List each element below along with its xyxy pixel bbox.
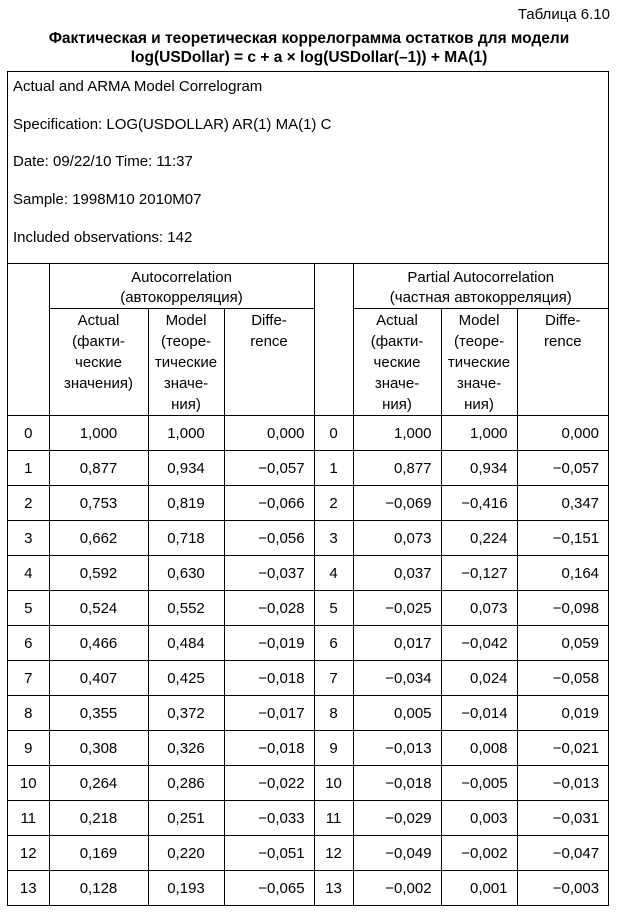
table-row [8, 836, 608, 871]
pacf-diff-cell: −0,057 [517, 451, 608, 486]
lag-cell: 4 [8, 556, 49, 591]
acf-model-cell: 0,326 [148, 731, 224, 766]
info-block [8, 72, 608, 264]
pacf-diff-cell: −0,151 [517, 521, 608, 556]
acf-actual-cell: 0,592 [49, 556, 148, 591]
lag2-cell: 0 [314, 416, 353, 451]
pacf-actual-cell: −0,034 [353, 661, 441, 696]
acf-diff-cell: −0,057 [224, 451, 314, 486]
lag-header-cell-lower [8, 309, 49, 416]
acf-diff-cell: −0,037 [224, 556, 314, 591]
acf-model-cell: 0,372 [148, 696, 224, 731]
acf-model-header: Model (теоре- тические значе- ния) [148, 309, 224, 416]
correlogram-table [8, 264, 608, 905]
table-row [8, 416, 608, 451]
lag2-cell: 3 [314, 521, 353, 556]
acf-diff-cell: −0,028 [224, 591, 314, 626]
pacf-model-cell: −0,127 [441, 556, 517, 591]
pacf-model-cell: −0,005 [441, 766, 517, 801]
lag-cell: 5 [8, 591, 49, 626]
acf-actual-cell: 0,218 [49, 801, 148, 836]
pacf-model-cell: 1,000 [441, 416, 517, 451]
acf-model-cell: 0,819 [148, 486, 224, 521]
acf-model-cell: 0,484 [148, 626, 224, 661]
pacf-actual-cell: −0,069 [353, 486, 441, 521]
pacf-model-cell: 0,024 [441, 661, 517, 696]
pacf-diff-cell: 0,019 [517, 696, 608, 731]
acf-group-header: Autocorrelation (автокорреляция) [49, 264, 314, 309]
pacf-model-header: Model (теоре- тические значе- ния) [441, 309, 517, 416]
acf-model-cell: 0,286 [148, 766, 224, 801]
lag2-cell: 10 [314, 766, 353, 801]
pacf-diff-cell: 0,347 [517, 486, 608, 521]
pacf-model-cell: 0,224 [441, 521, 517, 556]
pacf-actual-cell: 0,877 [353, 451, 441, 486]
acf-actual-cell: 1,000 [49, 416, 148, 451]
pacf-model-cell: −0,042 [441, 626, 517, 661]
pacf-diff-cell: −0,003 [517, 871, 608, 906]
acf-actual-cell: 0,355 [49, 696, 148, 731]
pacf-actual-cell: −0,025 [353, 591, 441, 626]
title-line-1: Фактическая и теоретическая коррелограмма остатков для модели [48, 30, 570, 47]
acf-actual-cell: 0,466 [49, 626, 148, 661]
lag-cell: 9 [8, 731, 49, 766]
table-row [8, 766, 608, 801]
acf-model-cell: 0,718 [148, 521, 224, 556]
pacf-diff-cell: −0,098 [517, 591, 608, 626]
pacf-actual-cell: −0,013 [353, 731, 441, 766]
pacf-diff-cell: −0,058 [517, 661, 608, 696]
pacf-model-cell: 0,003 [441, 801, 517, 836]
lag2-cell: 8 [314, 696, 353, 731]
acf-actual-cell: 0,877 [49, 451, 148, 486]
acf-diff-cell: −0,065 [224, 871, 314, 906]
acf-model-cell: 0,220 [148, 836, 224, 871]
table-row [8, 871, 608, 906]
pacf-model-cell: 0,001 [441, 871, 517, 906]
acf-model-cell: 0,934 [148, 451, 224, 486]
pacf-actual-cell: 0,073 [353, 521, 441, 556]
info-sample: Sample: 1998M10 2010M07 [13, 191, 202, 208]
table-row [8, 556, 608, 591]
acf-diff-cell: −0,018 [224, 731, 314, 766]
acf-actual-cell: 0,128 [49, 871, 148, 906]
lag-cell: 1 [8, 451, 49, 486]
acf-diff-cell: −0,022 [224, 766, 314, 801]
table-row [8, 661, 608, 696]
acf-diff-cell: −0,017 [224, 696, 314, 731]
table-title [0, 29, 618, 67]
lag-cell: 7 [8, 661, 49, 696]
pacf-actual-cell: 1,000 [353, 416, 441, 451]
lag2-cell: 6 [314, 626, 353, 661]
acf-actual-cell: 0,308 [49, 731, 148, 766]
acf-actual-cell: 0,407 [49, 661, 148, 696]
lag2-cell: 7 [314, 661, 353, 696]
pacf-diff-cell: 0,164 [517, 556, 608, 591]
pacf-group-header: Partial Autocorrelation (частная автокорреляция) [353, 264, 608, 309]
table-row [8, 696, 608, 731]
pacf-model-cell: 0,008 [441, 731, 517, 766]
table-row [8, 731, 608, 766]
lag2-cell: 12 [314, 836, 353, 871]
acf-actual-header: Actual (факти- ческие значения) [49, 309, 148, 416]
acf-diff-cell: −0,019 [224, 626, 314, 661]
lag-cell: 10 [8, 766, 49, 801]
lag2-cell: 5 [314, 591, 353, 626]
pacf-model-cell: −0,002 [441, 836, 517, 871]
pacf-model-cell: −0,416 [441, 486, 517, 521]
acf-diff-cell: −0,051 [224, 836, 314, 871]
acf-model-cell: 0,425 [148, 661, 224, 696]
lag2-cell: 9 [314, 731, 353, 766]
acf-model-cell: 0,193 [148, 871, 224, 906]
lag2-cell: 2 [314, 486, 353, 521]
acf-actual-cell: 0,264 [49, 766, 148, 801]
lag-cell: 0 [8, 416, 49, 451]
pacf-actual-header: Actual (факти- ческие значе- ния) [353, 309, 441, 416]
acf-model-cell: 0,630 [148, 556, 224, 591]
acf-diff-cell: −0,066 [224, 486, 314, 521]
pacf-model-cell: −0,014 [441, 696, 517, 731]
pacf-diff-cell: −0,047 [517, 836, 608, 871]
info-specification: Specification: LOG(USDOLLAR) AR(1) MA(1) C [13, 116, 332, 133]
acf-diff-cell: 0,000 [224, 416, 314, 451]
acf-model-cell: 1,000 [148, 416, 224, 451]
table-row [8, 521, 608, 556]
pacf-diff-header: Diffe- rence [517, 309, 608, 416]
table-number: Таблица 6.10 [517, 6, 610, 23]
lag2-cell: 4 [314, 556, 353, 591]
acf-diff-header: Diffe- rence [224, 309, 314, 416]
pacf-diff-cell: 0,059 [517, 626, 608, 661]
title-line-2: log(USDollar) = c + a × log(USDollar(–1)) + MA(1) [130, 49, 488, 66]
pacf-diff-cell: −0,013 [517, 766, 608, 801]
lag-cell: 3 [8, 521, 49, 556]
acf-diff-cell: −0,018 [224, 661, 314, 696]
lag-cell: 8 [8, 696, 49, 731]
lag-cell: 11 [8, 801, 49, 836]
table-row [8, 626, 608, 661]
info-observations: Included observations: 142 [13, 229, 193, 246]
table-row [8, 486, 608, 521]
lag-cell: 13 [8, 871, 49, 906]
pacf-diff-cell: −0,031 [517, 801, 608, 836]
table-row [8, 451, 608, 486]
pacf-actual-cell: 0,037 [353, 556, 441, 591]
info-heading: Actual and ARMA Model Correlogram [13, 78, 263, 95]
pacf-model-cell: 0,934 [441, 451, 517, 486]
acf-actual-cell: 0,524 [49, 591, 148, 626]
lag-header-cell [8, 264, 49, 309]
acf-actual-cell: 0,662 [49, 521, 148, 556]
lag2-cell: 13 [314, 871, 353, 906]
acf-diff-cell: −0,033 [224, 801, 314, 836]
acf-model-cell: 0,552 [148, 591, 224, 626]
table-row [8, 591, 608, 626]
acf-actual-cell: 0,169 [49, 836, 148, 871]
acf-model-cell: 0,251 [148, 801, 224, 836]
pacf-actual-cell: −0,029 [353, 801, 441, 836]
pacf-actual-cell: 0,017 [353, 626, 441, 661]
lag2-cell: 11 [314, 801, 353, 836]
info-date: Date: 09/22/10 Time: 11:37 [13, 153, 193, 170]
pacf-actual-cell: 0,005 [353, 696, 441, 731]
correlogram-table-frame [7, 71, 609, 906]
lag-cell: 12 [8, 836, 49, 871]
pacf-actual-cell: −0,002 [353, 871, 441, 906]
lag-cell: 2 [8, 486, 49, 521]
pacf-model-cell: 0,073 [441, 591, 517, 626]
pacf-actual-cell: −0,018 [353, 766, 441, 801]
pacf-diff-cell: 0,000 [517, 416, 608, 451]
table-row [8, 801, 608, 836]
lag2-header-cell [314, 264, 353, 309]
lag2-header-cell-lower [314, 309, 353, 416]
pacf-diff-cell: −0,021 [517, 731, 608, 766]
lag-cell: 6 [8, 626, 49, 661]
pacf-actual-cell: −0,049 [353, 836, 441, 871]
lag2-cell: 1 [314, 451, 353, 486]
acf-actual-cell: 0,753 [49, 486, 148, 521]
acf-diff-cell: −0,056 [224, 521, 314, 556]
